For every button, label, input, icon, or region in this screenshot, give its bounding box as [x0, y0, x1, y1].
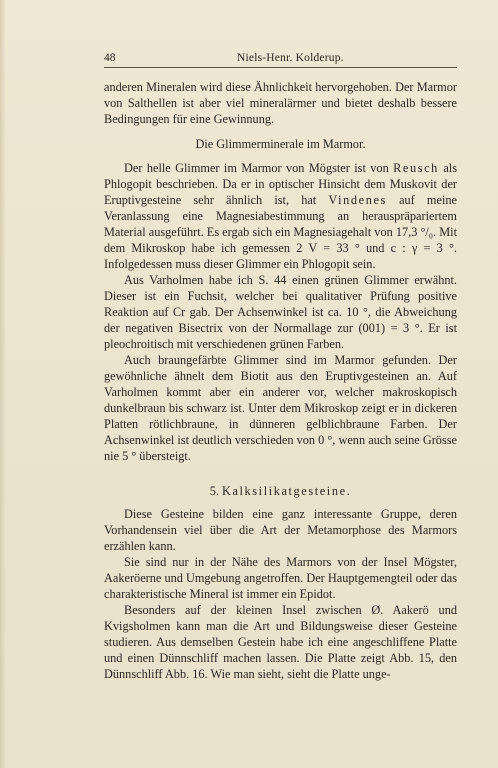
section-heading-kalksilikat — [104, 483, 457, 499]
author-name: Vindenes — [328, 193, 387, 207]
section-title: Kalksilikatgesteine. — [221, 484, 352, 498]
running-title: Niels-Henr. Kolderup. — [237, 52, 344, 64]
page-header — [104, 52, 457, 68]
page-body — [104, 79, 457, 682]
paragraph-vorkommen: Sie sind nur in der Nähe des Marmors von der Insel Mögster, Aakeröerne und Umgebung angetroffen. Der Hauptgemengteil oder das charakteristische Mineral ist immer ein Epidot. — [104, 555, 457, 601]
header-rule — [104, 67, 457, 68]
paragraph-insel: Besonders auf der kleinen Insel zwischen Ø. Aakerö und Kvigsholmen kann man die Art und Bildungsweise dieser Gesteine studieren. Aus demselben Gestein habe ich eine angeschliffene Platte und einen Dünnschliff machen lassen. Die Platte zeigt Abb. 15, den Dünnschliff Abb. 16. Wie man sieht, sieht die Platte unge- — [104, 603, 457, 681]
paragraph-text: als Phlogopit beschrieben. Da er in optischer Hinsicht dem Muskovit der Eruptivgesteine sehr ähnlich ist, hat — [104, 161, 457, 207]
author-name: Reusch — [393, 161, 439, 175]
paragraph-continued: anderen Mineralen wird diese Ähnlichkeit hervorgehoben. Der Marmor von Salthellen ist aber viel mineralärmer und bietet deshalb bessere Bedingungen für eine Gewinnung. — [104, 80, 457, 126]
section-heading-glimmer: Die Glimmerminerale im Marmor. — [195, 137, 366, 151]
page-number: 48 — [104, 52, 116, 64]
paragraph-braun-glimmer: Auch braungefärbte Glimmer sind im Marmor gefunden. Der gewöhnliche ähnelt dem Biotit aus den Eruptivgesteinen an. Auf Varholmen kommt aber ein anderer vor, welcher makroskopisch dunkelbraun bis schwarz ist. Unter dem Mikroskop zeigt er in dickeren Platten rötlichbraune, in dünneren gelblichbraune Farben. Der Achsenwinkel ist deutlich verschieden von 0 °, wenn auch seine Grösse nie 5 ° übersteigt. — [104, 353, 457, 463]
paragraph-text: auf meine Veranlassung eine Magnesiabestimmung an herauspräpariertem Material ausgeführt. Es ergab sich ein Magnesiagehalt von 17,3 °/₀. Mit dem Mikroskop habe ich gemessen 2 V = 33 ° und c : γ = 3 °. Infolgedessen muss dieser Glimmer ein Phlogopit sein. — [104, 193, 457, 271]
paragraph-phlogopit — [104, 160, 457, 272]
paragraph-gesteine: Diese Gesteine bilden eine ganz interessante Gruppe, deren Vorhandensein viel über die Art der Metamorphose des Marmors erzählen kann. — [104, 507, 457, 553]
paragraph-text: Der helle Glimmer im Marmor von Mögster ist von — [124, 161, 394, 175]
section-number: 5. — [209, 484, 222, 498]
paragraph-fuchsit: Aus Varholmen habe ich S. 44 einen grünen Glimmer erwähnt. Dieser ist ein Fuchsit, welcher bei qualitativer Prüfung positive Reaktion auf Cr gab. Der Achsenwinkel ist ca. 10 °, die Abweichung der negativen Bisectrix von der Normallage zur (001) = 3 °. Er ist pleochroitisch mit verschiedenen grünen Farben. — [104, 273, 457, 351]
